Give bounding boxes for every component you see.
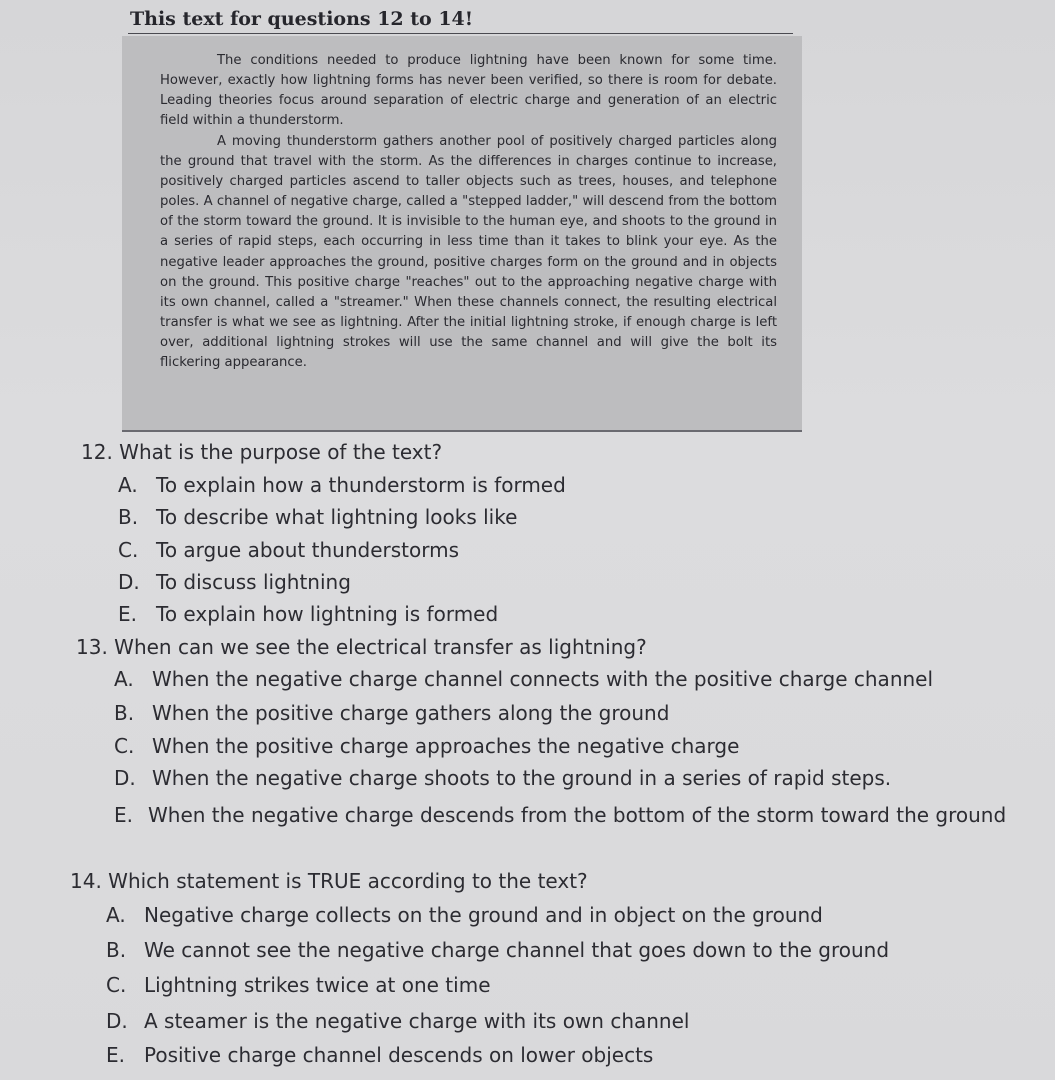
q14-option-d[interactable] [106, 1008, 689, 1034]
q12-option-d[interactable] [118, 569, 351, 595]
header-divider [128, 33, 793, 34]
q12-option-b[interactable] [118, 504, 517, 530]
option-letter: A. [118, 473, 138, 497]
option-text: When the negative charge descends from the bottom of the storm toward the ground [148, 803, 1007, 827]
option-text: When the negative charge shoots to the ground in a series of rapid steps. [152, 766, 892, 790]
question-13 [76, 634, 647, 660]
option-letter: B. [106, 938, 127, 962]
question-14 [70, 868, 588, 894]
option-letter: D. [114, 766, 136, 790]
question-text: When can we see the electrical transfer as lightning? [114, 635, 647, 659]
reading-passage [122, 36, 802, 432]
option-text: To discuss lightning [156, 570, 351, 594]
option-text: When the negative charge channel connects with the positive charge channel [152, 667, 934, 691]
option-text: To explain how lightning is formed [156, 602, 499, 626]
option-text: Positive charge channel descends on lower objects [144, 1043, 654, 1067]
option-letter: A. [114, 667, 134, 691]
option-letter: D. [118, 570, 140, 594]
q14-option-c[interactable] [106, 972, 491, 998]
option-letter: A. [106, 903, 126, 927]
option-text: We cannot see the negative charge channel that goes down to the ground [144, 938, 890, 962]
q13-option-d[interactable] [114, 765, 891, 791]
option-letter: B. [118, 505, 139, 529]
option-text: Negative charge collects on the ground and in object on the ground [144, 903, 823, 927]
option-letter: B. [114, 701, 135, 725]
option-letter: C. [106, 973, 127, 997]
question-number: 14. [70, 869, 102, 893]
option-text: To argue about thunderstorms [156, 538, 459, 562]
option-letter: E. [118, 602, 137, 626]
q12-option-c[interactable] [118, 537, 459, 563]
q12-option-a[interactable] [118, 472, 566, 498]
option-text: Lightning strikes twice at one time [144, 973, 491, 997]
question-12 [81, 439, 442, 465]
q12-option-e[interactable] [118, 601, 498, 627]
q13-option-a[interactable] [114, 666, 933, 692]
option-letter: E. [114, 803, 133, 827]
option-text: To explain how a thunderstorm is formed [156, 473, 566, 497]
q13-option-c[interactable] [114, 733, 739, 759]
q13-option-e[interactable] [114, 797, 1019, 833]
option-letter: C. [118, 538, 139, 562]
question-text: What is the purpose of the text? [119, 440, 443, 464]
q14-option-b[interactable] [106, 937, 889, 963]
question-number: 12. [81, 440, 113, 464]
q13-option-b[interactable] [114, 700, 669, 726]
option-text: To describe what lightning looks like [156, 505, 518, 529]
option-letter: E. [106, 1043, 125, 1067]
q14-option-e[interactable] [106, 1042, 653, 1068]
option-text: When the positive charge approaches the negative charge [152, 734, 740, 758]
option-text: A steamer is the negative charge with its own channel [144, 1009, 690, 1033]
passage-paragraph-1: The conditions needed to produce lightning have been known for some time. However, exactly how lightning forms has never been verified, so there is room for debate. Leading theories focus around separation of electric charge and generation of an electric field within a thunderstorm. [160, 53, 777, 129]
section-header: This text for questions 12 to 14! [130, 8, 474, 30]
option-letter: C. [114, 734, 135, 758]
q14-option-a[interactable] [106, 902, 823, 928]
passage-paragraph-2: A moving thunderstorm gathers another pool of positively charged particles along the ground that travel with the storm. As the differences in charges continue to increase, positively charged particles ascend to taller objects such as trees, houses, and telephone poles. A channel of negative charge, called a "stepped ladder," will descend from the bottom of the storm toward the ground. It is invisible to the human eye, and shoots to the ground in a series of rapid steps, each occurring in less time than it takes to blink your eye. As the negative leader approaches the ground, positive charges form on the ground and in objects on the ground. This positive charge "reaches" out to the approaching negative charge with its own channel, called a "streamer." When these channels connect, the resulting electrical transfer is what we see as lightning. After the initial lightning stroke, if enough charge is left over, additional lightning strokes will use the same channel and will give the bolt its flickering appearance. [160, 134, 777, 371]
question-number: 13. [76, 635, 108, 659]
option-text: When the positive charge gathers along the ground [152, 701, 670, 725]
option-letter: D. [106, 1009, 128, 1033]
question-text: Which statement is TRUE according to the text? [108, 869, 588, 893]
